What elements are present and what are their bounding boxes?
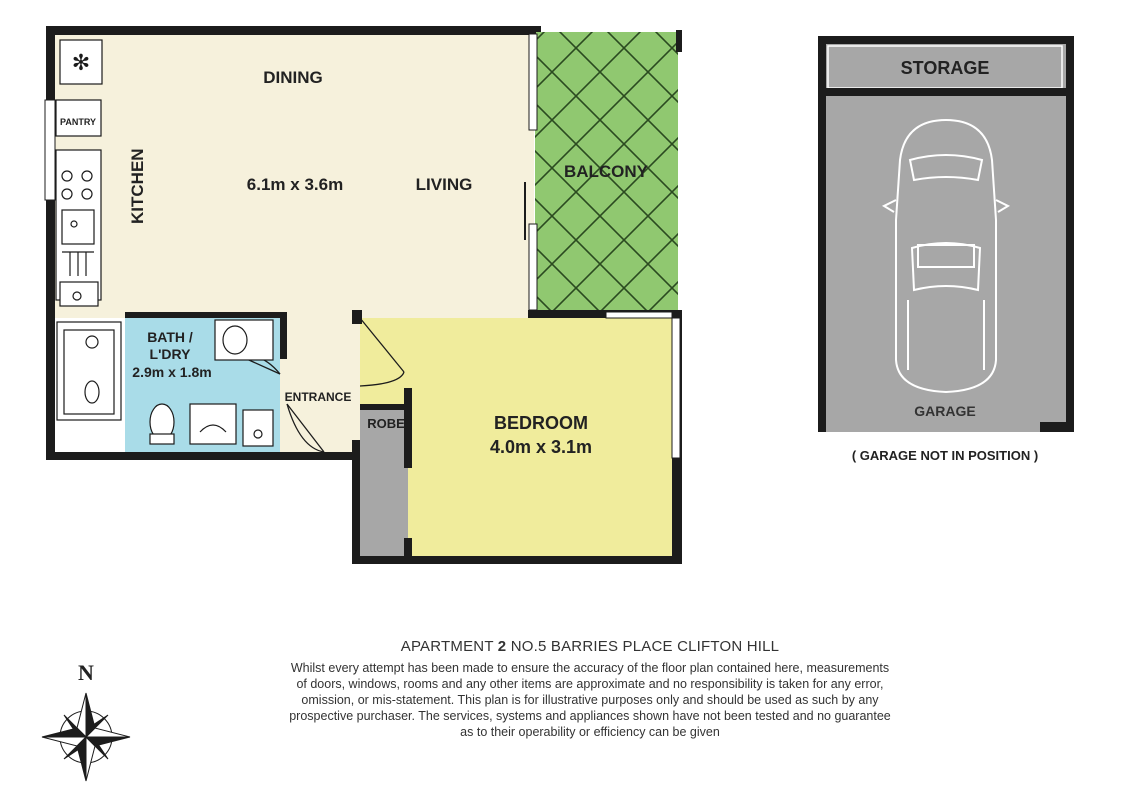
bedroom-label: BEDROOM: [494, 413, 588, 433]
living-dimensions: 6.1m x 3.6m: [246, 175, 344, 194]
property-title: [200, 638, 980, 655]
bath-dimensions: 2.9m x 1.8m: [132, 364, 212, 380]
disclaimer-line-5: as to their operability or efficiency can be given: [460, 725, 720, 739]
robe-floor: [360, 410, 408, 558]
garage: [818, 36, 1074, 432]
garage-note: ( GARAGE NOT IN POSITION ): [851, 448, 1039, 463]
title-prefix: APARTMENT: [400, 638, 494, 655]
snowflake-icon: ✻: [71, 51, 91, 76]
dining-label: DINING: [263, 68, 323, 87]
title-number: 2: [497, 638, 507, 655]
kitchen-fixtures: [56, 40, 102, 306]
bedroom-dimensions: 4.0m x 3.1m: [489, 437, 593, 457]
garage-label: GARAGE: [914, 403, 976, 419]
laundry-label: L'DRY: [149, 346, 191, 362]
bath-label: BATH /: [147, 329, 193, 345]
entrance-floor: [280, 318, 360, 454]
entrance-label: ENTRANCE: [284, 390, 352, 404]
disclaimer-line-2: of doors, windows, rooms and any other items are approximate and no responsibility is taken for any error,: [296, 677, 884, 691]
pantry-label: PANTRY: [60, 117, 96, 127]
balcony-label: BALCONY: [563, 162, 649, 181]
compass-rose-icon: [42, 693, 130, 781]
robe-label: ROBE: [367, 416, 405, 431]
living-label: LIVING: [415, 175, 473, 194]
storage-label: STORAGE: [900, 58, 990, 78]
kitchen-label: KITCHEN: [128, 148, 147, 224]
disclaimer-line-1: Whilst every attempt has been made to ensure the accuracy of the floor plan contained here, measurements: [290, 661, 890, 675]
disclaimer-line-3: omission, or mis-statement. This plan is for illustrative purposes only and should be used as such by any: [301, 693, 879, 707]
disclaimer-line-4: prospective purchaser. The services, systems and appliances shown have not been tested and no guarantee: [289, 709, 891, 723]
north-label: N: [78, 660, 94, 685]
title-address: NO.5 BARRIES PLACE CLIFTON HILL: [510, 638, 780, 655]
